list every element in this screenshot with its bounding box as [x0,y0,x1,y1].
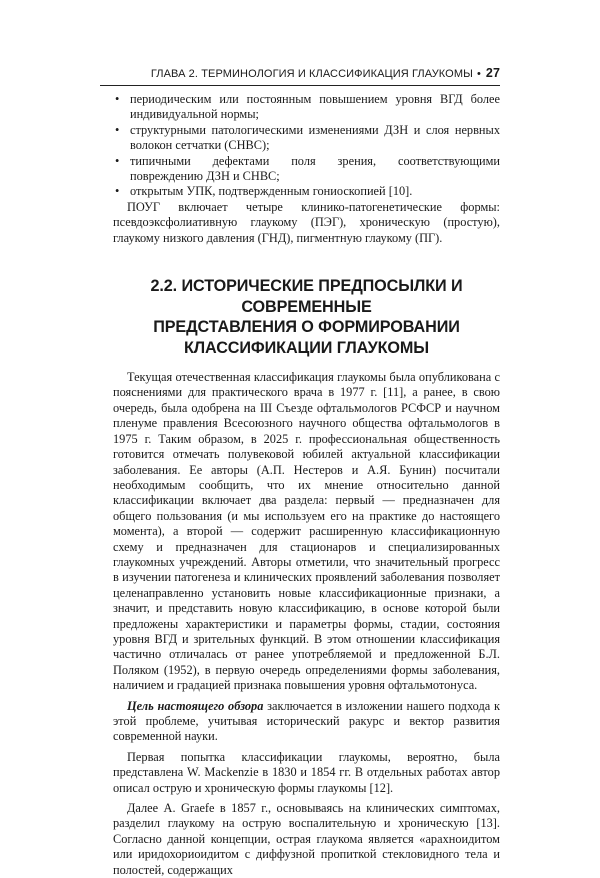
list-item: • структурными патологическими изменениями ДЗН и слоя нервных волокон сетчатки (СНВС); [113,123,500,154]
section-heading-line: КЛАССИФИКАЦИИ ГЛАУКОМЫ [183,338,430,357]
running-header [100,66,500,84]
aim-emphasis: Цель настоящего обзора [127,698,264,713]
page-number: 27 [485,66,500,80]
section-heading [113,276,500,358]
chapter-title: ГЛАВА 2. ТЕРМИНОЛОГИЯ И КЛАССИФИКАЦИЯ ГЛАУКОМЫ [150,68,473,80]
header-bullet-icon: • [476,68,481,80]
intro-paragraph: ПОУГ включает четыре клинико-патогенетические формы: псевдоэксфолиативную глаукому (ПЭГ), хроническую (простую), глаукому низкого давления (ГНД), пигментную глаукому (ПГ). [113,199,500,245]
list-item: • типичными дефектами поля зрения, соответствующими повреждению ДЗН и СНВС; [113,154,500,185]
paragraph-mackenzie: Первая попытка классификации глаукомы, вероятно, была представлена W. Mackenzie в 1830 и 1854 гг. В отдельных работах автор описал острую и хроническую формы глаукомы [12]. [113,749,500,795]
section-heading-line: ПРЕДСТАВЛЕНИЯ О ФОРМИРОВАНИИ [153,318,460,337]
header-divider [100,85,500,86]
paragraph-aim [113,699,500,745]
list-item: • открытым УПК, подтвержденным гониоскопией [10]. [113,184,500,199]
section-heading-line: 2.2. ИСТОРИЧЕСКИЕ ПРЕДПОСЫЛКИ И СОВРЕМЕННЫЕ [150,277,463,316]
aim-text: заключается в изложении нашего подхода к этой проблеме, учитывая исторический ракурс и вектор развития современной науки. [113,698,500,744]
page-body [113,92,500,878]
list-item: • периодическим или постоянным повышением уровня ВГД более индивидуальной нормы; [113,92,500,123]
paragraph-history: Текущая отечественная классификация глаукомы была опубликована с пояснениями для практического врача в 1977 г. [11], а ранее, в свою очередь, была одобрена на III Съезде офтальмологов РСФСР и научном пленуме правления Всесоюзного научного общества офтальмологов в 1975 г. Таким образом, в 2025 г. профессиональная общественность готовится отмечать полувековой юбилей актуальной классификации заболевания. Ее авторы (А.П. Нестеров и А.Я. Бунин) посчитали необходимым сообщить, что их мнение относительно данной классификации включает два раздела: первый — предназначен для общего пользования (и мы используем его на практике до настоящего момента), а второй — содержит расширенную классификационную схему и предназначен для стационаров и специализированных глаукомных учреждений. Авторы отметили, что значительный прогресс в изучении патогенеза и клинических проявлений заболевания позволяет целенаправленно установить новые классификационные признаки, а значит, и представить новую классификацию, в основе которой были предложены характеристики и параметры формы, стадии, состояния уровня ВГД и зрительных функций. В этом отношении классификация частично отличалась от ранее употребляемой и предложенной Б.Л. Поляком (1952), в первую очередь определениями формы заболевания, наличием и градацией признака повышения уровня офтальмотонуса. [113,370,500,693]
criteria-list [113,92,500,200]
paragraph-graefe: Далее A. Graefe в 1857 г., основываясь на клинических симптомах, разделил глаукому на острую воспалительную и хроническую [13]. Согласно данной концепции, острая глаукома является «арахноидитом или иридохориоидитом с диффузной пропиткой стекловидного тела и полостей, содержащих [113,801,500,877]
